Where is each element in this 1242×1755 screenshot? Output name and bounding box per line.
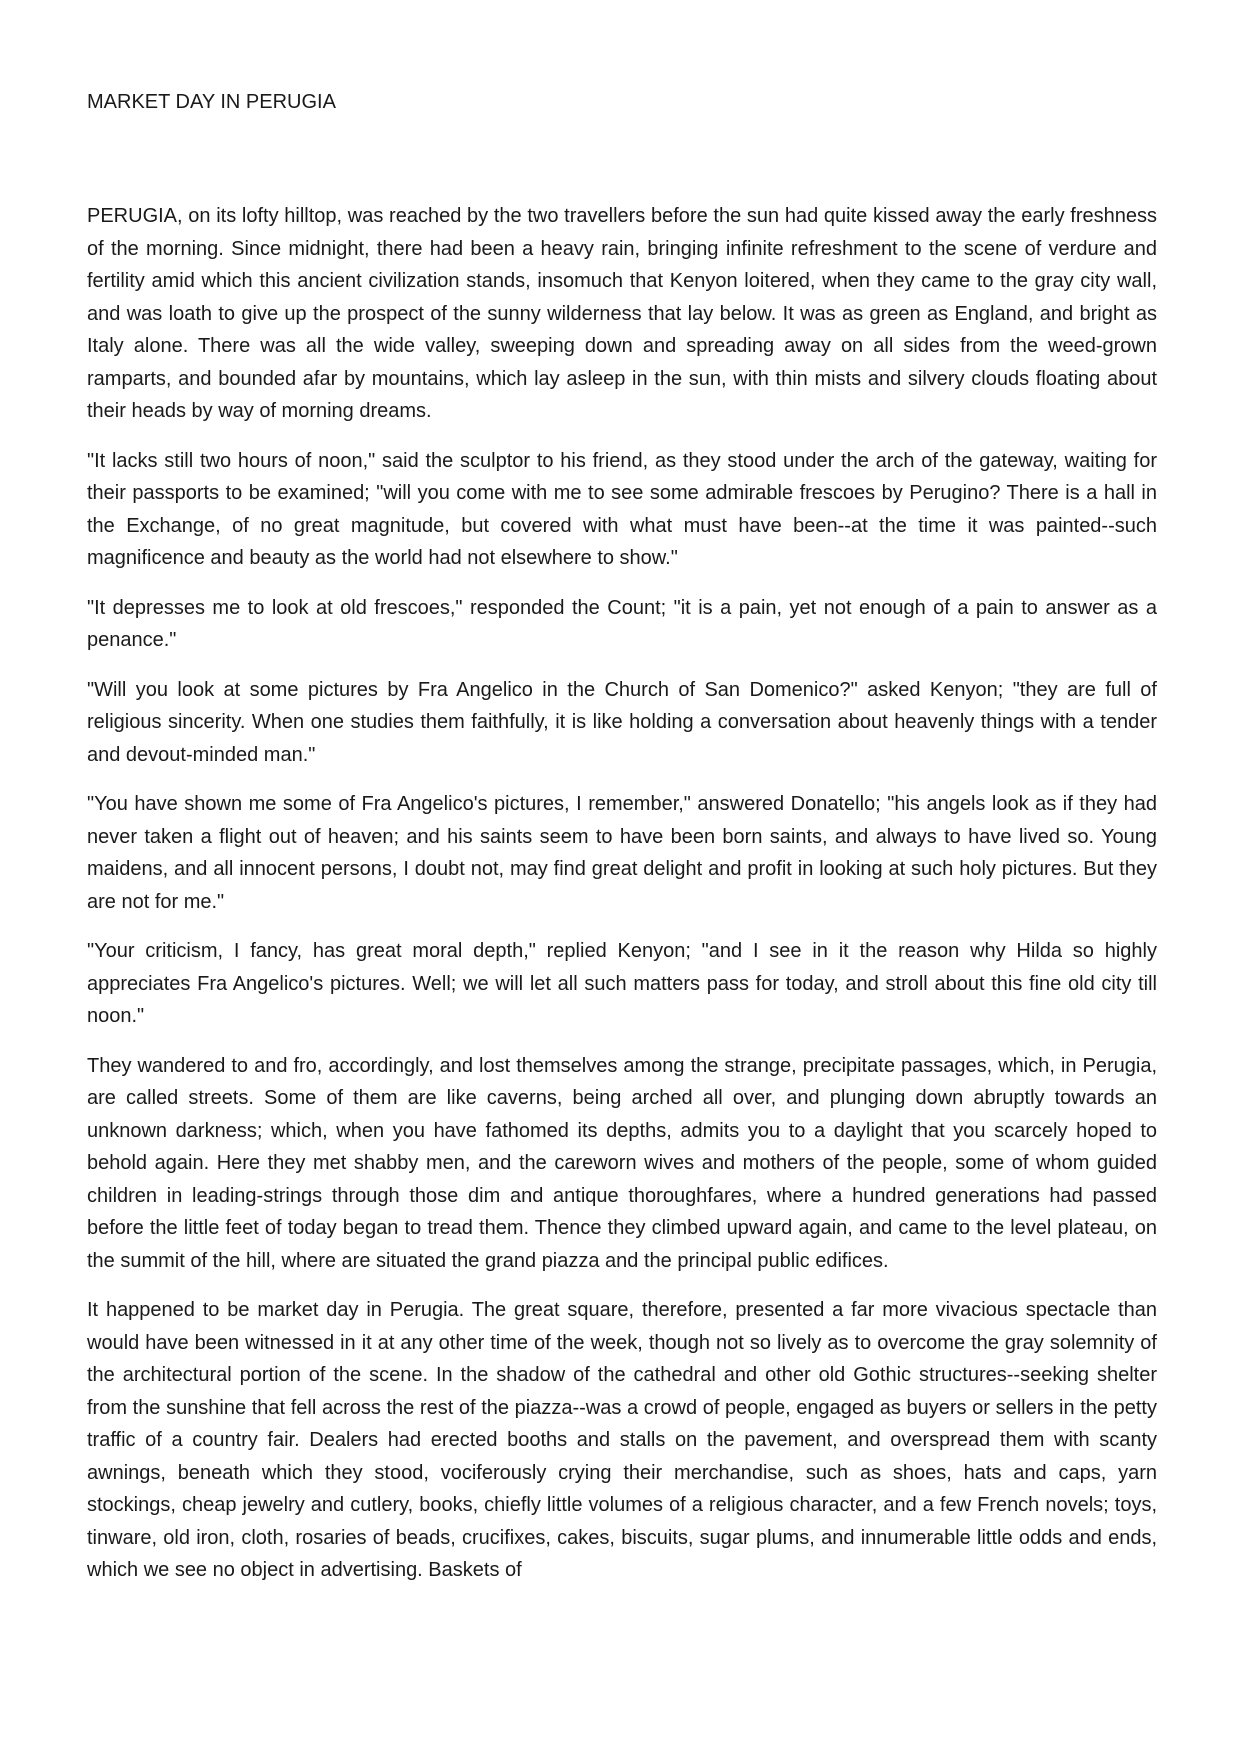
paragraph: PERUGIA, on its lofty hilltop, was reached by the two travellers before the sun had quite kissed away the early freshness of the morning. Since midnight, there had been a heavy rain, bringing infinite refreshment to the scene of verdure and fertility amid which this ancient civilization stands, insomuch that Kenyon loitered, when they came to the gray city wall, and was loath to give up the prospect of the sunny wilderness that lay below. It was as green as England, and bright as Italy alone. There was all the wide valley, sweeping down and spreading away on all sides from the weed-grown ramparts, and bounded afar by mountains, which lay asleep in the sun, with thin mists and silvery clouds floating about their heads by way of morning dreams. bbox=[87, 205, 1157, 422]
paragraph: They wandered to and fro, accordingly, and lost themselves among the strange, precipitate passages, which, in Perugia, are called streets. Some of them are like caverns, being arched all over, and plunging down abruptly towards an unknown darkness; which, when you have fathomed its depths, admits you to a daylight that you scarcely hoped to behold again. Here they met shabby men, and the careworn wives and mothers of the people, some of whom guided children in leading-strings through those dim and antique thoroughfares, where a hundred generations had passed before the little feet of today began to tread them. Thence they climbed upward again, and came to the level plateau, on the summit of the hill, where are situated the grand piazza and the principal public edifices. bbox=[87, 1054, 1157, 1272]
paragraph: It happened to be market day in Perugia. The great square, therefore, presented a far more vivacious spectacle than would have been witnessed in it at any other time of the week, though not so lively as to overcome the gray solemnity of the architectural portion of the scene. In the shadow of the cathedral and other old Gothic structures--seeking shelter from the sunshine that fell across the rest of the piazza--was a crowd of people, engaged as buyers or sellers in the petty traffic of a country fair. Dealers had erected booths and stalls on the pavement, and overspread them with scanty awnings, beneath which they stood, vociferously crying their merchandise, such as shoes, hats and caps, yarn stockings, cheap jewelry and cutlery, books, chiefly little volumes of a religious character, and a few French novels; toys, tinware, old iron, cloth, rosaries of beads, crucifixes, cakes, biscuits, sugar plums, and innumerable little odds and ends, which we see no object in advertising. Baskets of bbox=[87, 1299, 1157, 1581]
paragraph: "It depresses me to look at old frescoes," responded the Count; "it is a pain, yet not enough of a pain to answer as a penance." bbox=[87, 596, 1157, 651]
paragraph: "Your criticism, I fancy, has great moral depth," replied Kenyon; "and I see in it the reason why Hilda so highly appreciates Fra Angelico's pictures. Well; we will let all such matters pass for today, and stroll about this fine old city till noon." bbox=[87, 940, 1157, 1027]
chapter-title: MARKET DAY IN PERUGIA bbox=[87, 91, 336, 113]
paragraph: "It lacks still two hours of noon," said the sculptor to his friend, as they stood under the arch of the gateway, waiting for their passports to be examined; "will you come with me to see some admirable frescoes by Perugino? There is a hall in the Exchange, of no great magnitude, but covered with what must have been--at the time it was painted--such magnificence and beauty as the world had not elsewhere to show." bbox=[87, 449, 1157, 569]
paragraph: "You have shown me some of Fra Angelico's pictures, I remember," answered Donatello; "his angels look as if they had never taken a flight out of heaven; and his saints seem to have been born saints, and always to have lived so. Young maidens, and all innocent persons, I doubt not, may find great delight and profit in looking at such holy pictures. But they are not for me." bbox=[87, 793, 1157, 913]
document-page bbox=[87, 86, 1157, 1604]
paragraph: "Will you look at some pictures by Fra Angelico in the Church of San Domenico?" asked Kenyon; "they are full of religious sincerity. When one studies them faithfully, it is like holding a conversation about heavenly things with a tender and devout-minded man." bbox=[87, 678, 1157, 766]
